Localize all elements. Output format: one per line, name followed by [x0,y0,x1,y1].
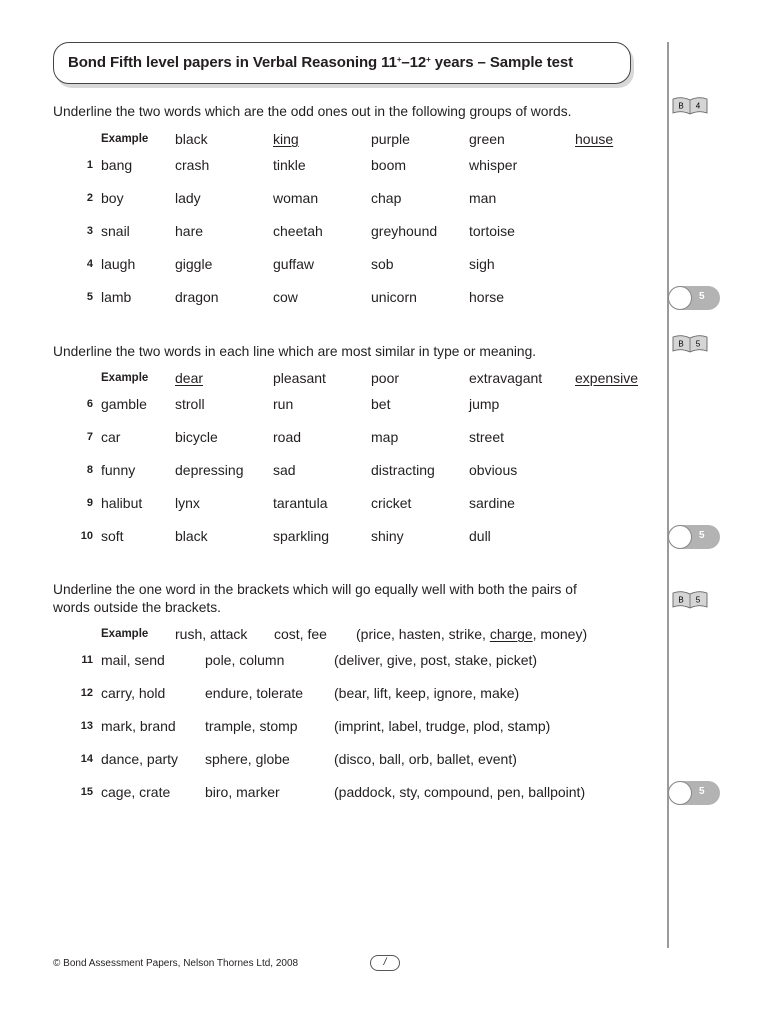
example-word-answer: king [273,131,299,147]
answer-word[interactable]: boom [371,157,407,173]
example-word: black [175,131,208,147]
score-input-circle[interactable] [668,286,692,310]
answer-word[interactable]: sparkling [273,528,330,544]
example-word: poor [371,370,400,386]
question-number: 4 [86,258,93,270]
question-number: 7 [86,431,93,443]
bracket-options[interactable]: (bear, lift, keep, ignore, make) [334,685,520,701]
example-row [0,626,660,646]
answer-word[interactable]: bang [101,157,133,173]
answer-word[interactable]: dull [469,528,491,544]
question-number: 8 [86,464,93,476]
example-pair: cost, fee [274,626,327,642]
answer-word[interactable]: sigh [469,256,495,272]
answer-word[interactable]: boy [101,190,124,206]
answer-word[interactable]: man [469,190,497,206]
answer-word[interactable]: depressing [175,462,244,478]
answer-word[interactable]: hare [175,223,204,239]
answer-word[interactable]: cow [273,289,298,305]
answer-word[interactable]: jump [469,396,500,412]
answer-word[interactable]: bicycle [175,429,218,445]
example-label: Example [101,133,149,145]
question-row [0,462,660,482]
example-label: Example [101,372,149,384]
ref-tab-right: 4 [695,101,701,111]
answer-word[interactable]: halibut [101,495,143,511]
question-number: 3 [86,225,93,237]
score-total: 5 [699,291,705,302]
book-reference-icon [672,591,708,609]
score-input-circle[interactable] [668,525,692,549]
question-row [0,751,660,771]
word-pair: carry, hold [101,685,166,701]
section3-instruction [53,581,653,617]
copyright-footer: © Bond Assessment Papers, Nelson Thornes Ltd, 2008 [53,958,299,969]
answer-word[interactable]: dragon [175,289,219,305]
answer-word[interactable]: distracting [371,462,435,478]
answer-word[interactable]: car [101,429,121,445]
example-word-answer: expensive [575,370,639,386]
answer-word[interactable]: stroll [175,396,205,412]
question-row [0,190,660,210]
question-row [0,495,660,515]
score-input-circle[interactable] [668,781,692,805]
answer-word[interactable]: woman [273,190,319,206]
ref-tab-right: 5 [695,339,701,349]
margin-rule [667,42,669,948]
example-word: green [469,131,505,147]
answer-word[interactable]: sob [371,256,394,272]
book-reference-icon [672,335,708,353]
word-pair: sphere, globe [205,751,290,767]
word-pair: cage, crate [101,784,171,800]
score-badge [668,781,720,805]
book-reference-icon [672,97,708,115]
example-pair: rush, attack [175,626,248,642]
answer-word[interactable]: street [469,429,505,445]
answer-word[interactable]: lady [175,190,201,206]
answer-word[interactable]: black [175,528,208,544]
answer-word[interactable]: laugh [101,256,136,272]
answer-word[interactable]: snail [101,223,130,239]
question-row [0,396,660,416]
word-pair: mail, send [101,652,165,668]
example-options: (price, hasten, strike, charge, money) [356,626,588,642]
answer-word[interactable]: giggle [175,256,213,272]
question-number: 5 [86,291,93,303]
answer-word[interactable]: chap [371,190,402,206]
example-word: purple [371,131,410,147]
answer-word[interactable]: guffaw [273,256,314,272]
question-number: 9 [86,497,93,509]
score-total: 5 [699,530,705,541]
word-pair: biro, marker [205,784,280,800]
question-number: 15 [80,786,93,798]
answer-word[interactable]: gamble [101,396,147,412]
question-row [0,157,660,177]
score-badge [668,525,720,549]
answer-word[interactable]: cheetah [273,223,323,239]
answer-word[interactable]: funny [101,462,136,478]
section1-instruction: Underline the two words which are the odd ones out in the following groups of words. [53,104,572,119]
question-row [0,784,660,804]
score-badge [668,286,720,310]
question-row [0,429,660,449]
answer-word[interactable]: tarantula [273,495,328,511]
example-row [0,131,660,151]
answer-word[interactable]: map [371,429,399,445]
header-box [53,42,631,84]
answer-word[interactable]: road [273,429,302,445]
answer-word[interactable]: bet [371,396,391,412]
question-number: 1 [86,159,93,171]
answer-word[interactable]: lynx [175,495,200,511]
answer-word[interactable]: greyhound [371,223,438,239]
answer-word[interactable]: tinkle [273,157,306,173]
question-row [0,718,660,738]
example-word-answer: house [575,131,614,147]
question-row [0,223,660,243]
ref-tab-left: B [678,101,684,111]
question-row [0,685,660,705]
question-row [0,256,660,276]
question-row [0,289,660,309]
page-title: Bond Fifth level papers in Verbal Reasoning 11+–12+ years – Sample test [68,54,573,71]
answer-word[interactable]: tortoise [469,223,515,239]
answer-word[interactable]: lamb [101,289,132,305]
question-number: 13 [80,720,93,732]
word-pair: mark, brand [101,718,176,734]
bracket-options[interactable]: (imprint, label, trudge, plod, stamp) [334,718,551,734]
answer-word[interactable]: horse [469,289,505,305]
ref-tab-left: B [678,595,684,605]
example-row [0,370,660,390]
answer-word[interactable]: obvious [469,462,518,478]
question-number: 10 [80,530,93,542]
section2-instruction: Underline the two words in each line which are most similar in type or meaning. [53,344,537,359]
answer-word[interactable]: soft [101,528,124,544]
question-number: 2 [86,192,93,204]
section3-instruction-line1: Underline the one word in the brackets which will go equally well with both the pairs of [53,582,577,597]
answer-word[interactable]: cricket [371,495,412,511]
question-number: 12 [80,687,93,699]
ref-tab-left: B [678,339,684,349]
section3-instruction-line2: words outside the brackets. [53,600,221,615]
word-pair: pole, column [205,652,285,668]
example-label: Example [101,628,149,640]
answer-word[interactable]: sardine [469,495,515,511]
example-word-answer: dear [175,370,204,386]
answer-word[interactable]: sad [273,462,296,478]
word-pair: dance, party [101,751,179,767]
word-pair: trample, stomp [205,718,298,734]
bracket-options[interactable]: (paddock, sty, compound, pen, ballpoint) [334,784,586,800]
answer-word[interactable]: crash [175,157,210,173]
question-row [0,528,660,548]
example-word: pleasant [273,370,326,386]
score-total: 5 [699,786,705,797]
answer-word[interactable]: unicorn [371,289,417,305]
answer-word[interactable]: run [273,396,294,412]
word-pair: endure, tolerate [205,685,304,701]
question-number: 14 [80,753,93,765]
question-number: 11 [81,654,93,666]
bracket-options[interactable]: (disco, ball, orb, ballet, event) [334,751,517,767]
answer-word[interactable]: whisper [469,157,518,173]
bracket-options[interactable]: (deliver, give, post, stake, picket) [334,652,538,668]
question-number: 6 [86,398,93,410]
example-word: extravagant [469,370,543,386]
answer-word[interactable]: shiny [371,528,404,544]
question-row [0,652,660,672]
example-answer: charge [489,626,533,642]
page-number: / [370,955,400,971]
ref-tab-right: 5 [695,595,701,605]
